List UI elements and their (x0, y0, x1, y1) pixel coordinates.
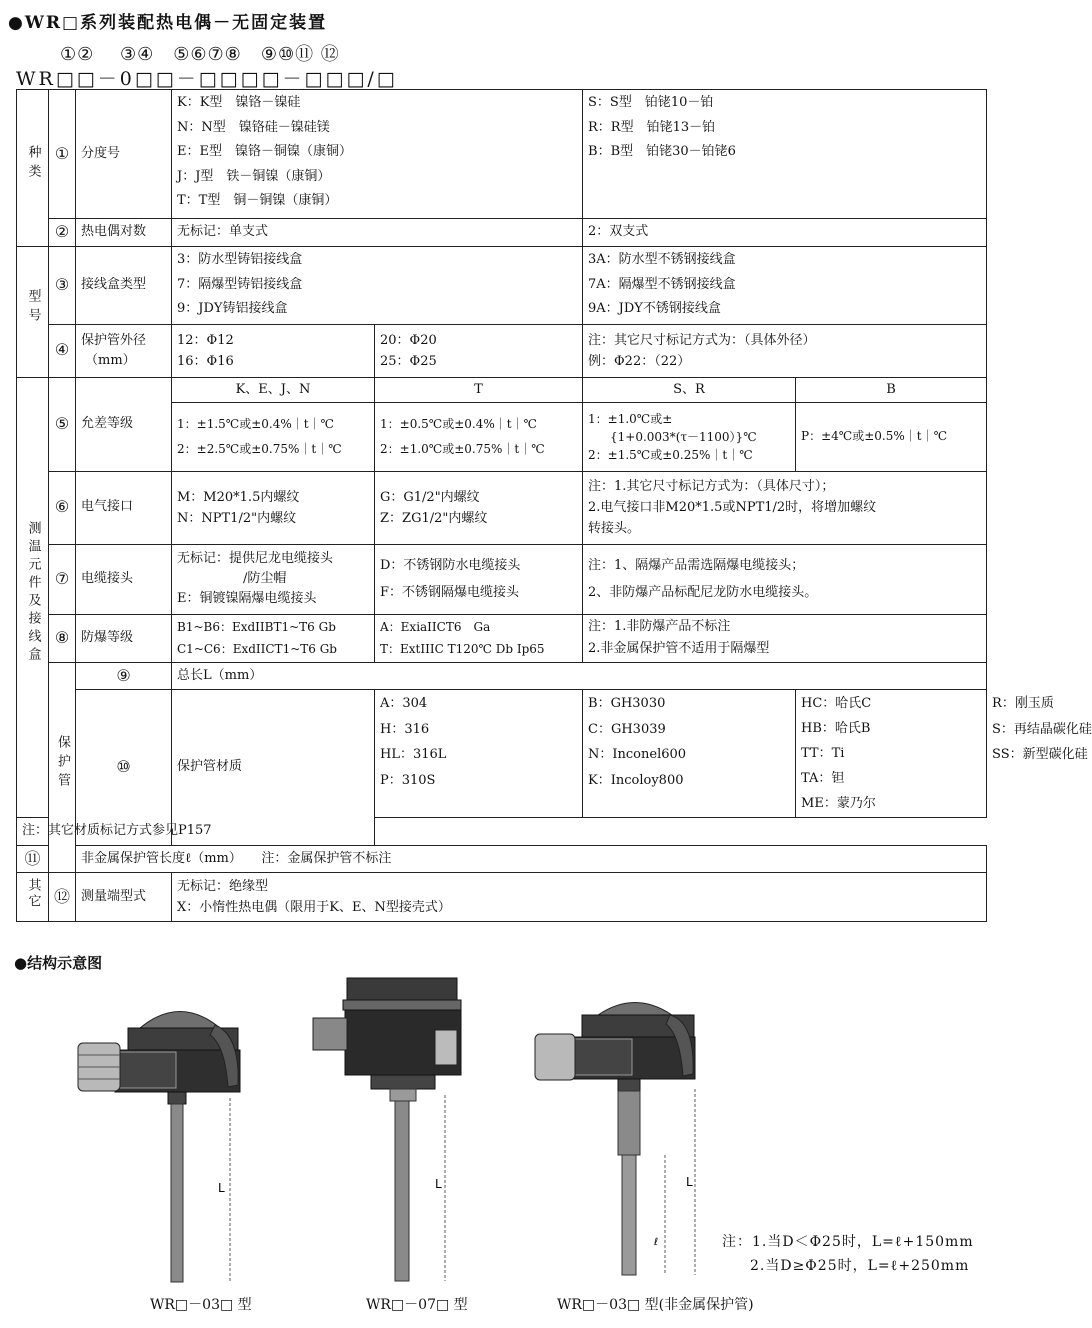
figure-wr03-nonmetal (530, 990, 720, 1290)
dimension-L-label: L (218, 1181, 225, 1195)
row-number: ② (49, 219, 76, 247)
cell: M：M20*1.5内螺纹 N：NPT1/2"内螺纹 (172, 471, 375, 544)
table-row (17, 818, 987, 846)
row-label: 热电偶对数 (76, 219, 172, 247)
cell: 无标记：绝缘型 X：小惰性热电偶（限用于K、E、N型接壳式） (172, 873, 987, 922)
category-element: 测温元件及接线盒 (17, 377, 49, 818)
table-row (17, 90, 987, 219)
metal-tube (618, 1091, 640, 1155)
row-label: 保护管外径 （mm） (76, 324, 172, 377)
row-number: ⑥ (49, 471, 76, 544)
cell: D：不锈钢防水电缆接头 F：不锈钢隔爆电缆接头 (375, 544, 583, 614)
head-cap-icon (598, 1003, 672, 1016)
protection-tube (395, 1101, 409, 1281)
table-row (17, 845, 987, 873)
cell: HC：哈氏C HB：哈氏B TT：Ti TA：钽 ME：蒙乃尔 (796, 690, 987, 818)
cell: 3：防水型铸铝接线盒 7：隔爆型铸铝接线盒 9：JDY铸铝接线盒 (172, 246, 583, 324)
figure-wr03 (60, 995, 260, 1290)
protection-tube (171, 1104, 183, 1282)
row-number: ⑪ (17, 845, 49, 873)
row-label: 接线盒类型 (76, 246, 172, 324)
row-number: ⑧ (49, 614, 76, 662)
neck (371, 1075, 435, 1089)
cell: 注：1.非防爆产品不标注 2.非金属保护管不适用于隔爆型 (583, 614, 987, 662)
cell: A：304 H：316 HL：316L P：310S (375, 690, 583, 818)
table-row (17, 324, 987, 377)
section-title: ●结构示意图 (14, 954, 103, 972)
nameplate (435, 1030, 457, 1065)
cell: 注：1.其它尺寸标记方式为：（具体尺寸）； 2.电气接口非M20*1.5或NPT1/2时，将增加螺纹 转接头。 (583, 471, 987, 544)
table-row (17, 544, 987, 614)
page-title: ●WR□系列装配热电偶－无固定装置 (8, 13, 328, 33)
row-number: ⑫ (49, 873, 76, 922)
table-row (17, 219, 987, 247)
nonmetal-tube (622, 1155, 636, 1275)
cell: 注：其它尺寸标记方式为：（具体外径） 例：Φ22：（22） (583, 324, 987, 377)
cell: 无标记：单支式 (172, 219, 583, 247)
dimension-L-label: L (435, 1177, 442, 1191)
table-row (17, 471, 987, 544)
row-number: ① (49, 90, 76, 219)
caption-wr03: WR□－03□ 型 (150, 1297, 252, 1313)
neck (168, 1092, 186, 1104)
table-row: ⑩ 保护管材质 A：304 H：316 HL：316L P：310S B：GH3030 C：GH3039 N：Inconel600 K：Incoloy800 HC：哈氏C HB：哈氏B TT：Ti TA：钽 ME：蒙乃尔 R：刚玉质 S：再结晶碳化硅 SS：新型碳化硅 (17, 690, 987, 818)
dimension-L-label: L (686, 1175, 693, 1189)
cell: G：G1/2"内螺纹 Z：ZG1/2"内螺纹 (375, 471, 583, 544)
row-label: 电气接口 (76, 471, 172, 544)
nameplate (118, 1052, 176, 1088)
column-head: B (796, 377, 987, 402)
cell: B：GH3030 C：GH3039 N：Inconel600 K：Incoloy800 (583, 690, 796, 818)
cable-gland-icon (535, 1034, 575, 1080)
table-row (17, 614, 987, 662)
cell: 12：Φ12 16：Φ16 (172, 324, 375, 377)
column-head: T (375, 377, 583, 402)
row-label: 保护管材质 (172, 690, 375, 846)
row-label: 测量端型式 (76, 873, 172, 922)
cell-graduation-right: S：S型 铂铑10－铂 R：R型 铂铑13－铂 B：B型 铂铑30－铂铑6 (583, 90, 987, 219)
nameplate (574, 1039, 632, 1075)
row-number: ⑨ (76, 662, 172, 690)
position-numbers: ①② ③④ ⑤⑥⑦⑧ ⑨⑩⑪ ⑫ (60, 44, 340, 65)
row-label: 总长L（mm） (172, 662, 987, 690)
cell: A：ExiaIICT6 Ga T：ExtIIIC T120℃ Db Ip65 (375, 614, 583, 662)
cell: 1：±1.0℃或± {1+0.003*(τ－1100）}℃ 2：±1.5℃或±0.25%｜t｜℃ (583, 402, 796, 471)
column-head: K、E、J、N (172, 377, 375, 402)
row-number: ③ (49, 246, 76, 324)
cell: 1：±1.5℃或±0.4%｜t｜℃ 2：±2.5℃或±0.75%｜t｜℃ (172, 402, 375, 471)
table-row (17, 873, 987, 922)
model-code: WR□□－0□□－□□□□－□□□/□ (16, 68, 398, 90)
row-label: 非金属保护管长度ℓ（mm） 注：金属保护管不标注 (76, 845, 987, 873)
table-row (17, 246, 987, 324)
column-head: S、R (583, 377, 796, 402)
cell-graduation-left: K：K型 镍铬－镍硅 N：N型 镍铬硅－镍硅镁 E：E型 镍铬－铜镍（康铜） J：J型 铁－铜镍（康铜） T：T型 铜－铜镍（康铜） (172, 90, 583, 219)
cell: 无标记：提供尼龙电缆接头 /防尘帽 E：铜镀镍隔爆电缆接头 (172, 544, 375, 614)
cell: 注：1、隔爆产品需选隔爆电缆接头； 2、非防爆产品标配尼龙防水电缆接头。 (583, 544, 987, 614)
table-row (17, 377, 987, 402)
table-row (17, 662, 987, 690)
category-tube: 保护管 (49, 662, 76, 873)
cell: 1：±0.5℃或±0.4%｜t｜℃ 2：±1.0℃或±0.75%｜t｜℃ (375, 402, 583, 471)
caption-wr07: WR□－07□ 型 (366, 1297, 468, 1313)
category-other: 其它 (17, 873, 49, 922)
row-label: 允差等级 (76, 377, 172, 471)
category-kind: 种类 (17, 90, 49, 247)
neck (618, 1079, 640, 1091)
cell: 20：Φ20 25：Φ25 (375, 324, 583, 377)
figure-wr07 (305, 970, 480, 1290)
row-label: 防爆等级 (76, 614, 172, 662)
row-label: 电缆接头 (76, 544, 172, 614)
diagram-notes: 注：1.当D＜Φ25时，L=ℓ+150mm 2.当D≥Φ25时，L=ℓ+250mm (722, 1234, 974, 1274)
caption-wr03-nonmetal: WR□－03□ 型(非金属保护管) (557, 1297, 754, 1313)
row-number: ⑦ (49, 544, 76, 614)
row-number: ④ (49, 324, 76, 377)
head-cap-icon (140, 1012, 220, 1029)
spec-table (16, 89, 1092, 922)
cell: B1~B6：ExdIIBT1~T6 Gb C1~C6：ExdIICT1~T6 Gb (172, 614, 375, 662)
cable-gland-icon (313, 1018, 347, 1050)
cell: 3A：防水型不锈钢接线盒 7A：隔爆型不锈钢接线盒 9A：JDY不锈钢接线盒 (583, 246, 987, 324)
row-number: ⑩ (76, 690, 172, 846)
fitting (390, 1089, 416, 1101)
dimension-l-label: ℓ (654, 1237, 659, 1248)
head-lid (347, 978, 457, 1000)
category-model: 型号 (17, 246, 49, 377)
cell: 2：双支式 (583, 219, 987, 247)
cell: P：±4℃或±0.5%｜t｜℃ (796, 402, 987, 471)
head-ring (343, 1000, 461, 1010)
row-number: ⑤ (49, 377, 76, 471)
cell: 注：其它材质标记方式参见P157 (17, 818, 375, 846)
row-label: 分度号 (76, 90, 172, 219)
